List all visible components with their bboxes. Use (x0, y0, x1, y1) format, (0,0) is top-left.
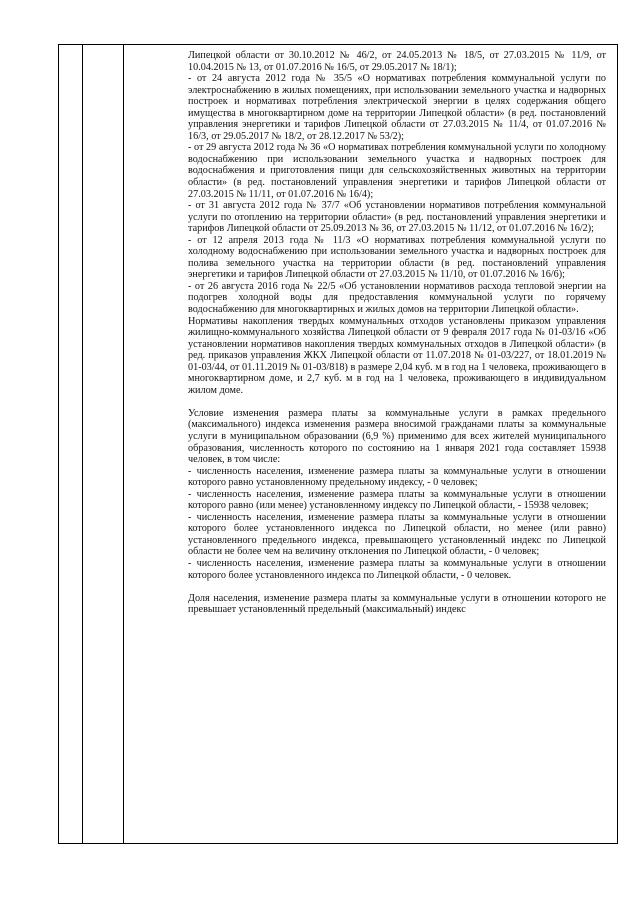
paragraph-resolutions-continued: Липецкой области от 30.10.2012 № 46/2, от 24.05.2013 № 18/5, от 27.03.2015 № 11/9, от 10.04.2015 № 13, от 01.07.2016 № 16/5, от 29.05.2017 № 18/1); (188, 50, 606, 73)
table-cell-content (188, 50, 606, 616)
list-item-within-regional-index: - численность населения, изменение размера платы за коммунальные услуги в отношении которого равно (или менее) установленному индексу по Липецкой области, - 15938 человек; (188, 488, 606, 512)
paragraph-heating-norms: - от 31 августа 2012 года № 37/7 «Об установлении нормативов потребления коммунальной услуги по отоплению на территории области» (в ред. постановлений управления энергетики и тарифов Липецкой области от 25.09.2013 № 36, от 27.03.2015 № 11/12, от 01.07.2016 № 16/2); (188, 200, 606, 235)
paragraph-heat-energy-norms: - от 26 августа 2016 года № 22/5 «Об установлении нормативов расхода тепловой энергии на подогрев холодной воды для предоставления коммунальной услуги по горячему водоснабжению для многоквартирных и жилых домов на территории Липецкой области». (188, 280, 606, 316)
paragraph-spacer (188, 581, 606, 593)
list-item-above-regional-index: - численность населения, изменение размера платы за коммунальные услуги в отношении которого более установленного индекса по Липецкой области, - 0 человек. (188, 558, 606, 581)
paragraph-cold-water-animals: - от 29 августа 2012 года № 36 «О нормативах потребления коммунальной услуги по холодному водоснабжению при использовании земельного участка и надворных построек для водоснабжения и приготовления пищи для сельскохозяйственных животных на территории области» (в ред. постановлений управления энергетики и тарифов Липецкой области от 27.03.2015 № 11/11, от 01.07.2016 № 16/4); (188, 142, 606, 200)
paragraph-waste-norms: Нормативы накопления твердых коммунальных отходов установлены приказом управления жилищно-коммунального хозяйства Липецкой области от 9 февраля 2017 года № 01-03/16 «Об установлении нормативов накопления твердых коммунальных отходов в Липецкой области» (в ред. приказов управления ЖКХ Липецкой области от 11.07.2018 № 01-03/227, от 18.01.2019 № 01-03/44, от 01.11.2019 № 01-03/818) в размере 2,04 куб. м в год на 1 человека, проживающего в многоквартирном доме, и 2,7 куб. м в год на 1 человека, проживающего в индивидуальном жилом доме. (188, 315, 606, 396)
document-table (58, 44, 618, 844)
paragraph-spacer (188, 396, 606, 408)
paragraph-irrigation-norms: - от 12 апреля 2013 года № 11/3 «О нормативах потребления коммунальной услуги по холодному водоснабжению при использовании земельного участка и надворных построек для полива земельного участка на территории области (в ред. постановлений управления энергетики и тарифов Липецкой области от 27.03.2015 № 11/10, от 01.07.2016 № 16/6); (188, 234, 606, 281)
list-item-within-deviation: - численность населения, изменение размера платы за коммунальные услуги в отношении которого более установленного индекса по Липецкой области, но менее (или равно) установленного предельного индекса, превышающего установленный индекс по Липецкой области не более чем на величину отклонения по Липецкой области, - 0 человек; (188, 511, 606, 558)
list-item-equal-to-limit: - численность населения, изменение размера платы за коммунальные услуги в отношении которого равно установленному предельному индексу, - 0 человек; (188, 465, 606, 489)
column-divider (123, 45, 124, 843)
paragraph-index-condition: Условие изменения размера платы за коммунальные услуги в рамках предельного (максимального) индекса изменения размера вносимой гражданами платы за коммунальные услуги в муниципальном образовании (6,9 %) применимо для всех жителей муниципального образования, численность которого по состоянию на 1 января 2021 года составляет 15938 человек, в том числе: (188, 407, 606, 466)
column-divider (82, 45, 83, 843)
paragraph-population-share: Доля населения, изменение размера платы за коммунальные услуги в отношении которого не превышает установленный предельный (максимальный) индекс (188, 592, 606, 616)
paragraph-electricity-norms: - от 24 августа 2012 года № 35/5 «О нормативах потребления коммунальной услуги по электроснабжению в жилых помещениях, при использовании земельного участка и надворных построек и нормативах потребления электрической энергии в целях содержания общего имущества в многоквартирном доме на территории Липецкой области» (в ред. постановлений управления энергетики и тарифов Липецкой области от 27.03.2015 № 11/4, от 01.07.2016 № 16/3, от 29.05.2017 № 18/2, от 28.12.2017 № 53/2); (188, 73, 606, 142)
